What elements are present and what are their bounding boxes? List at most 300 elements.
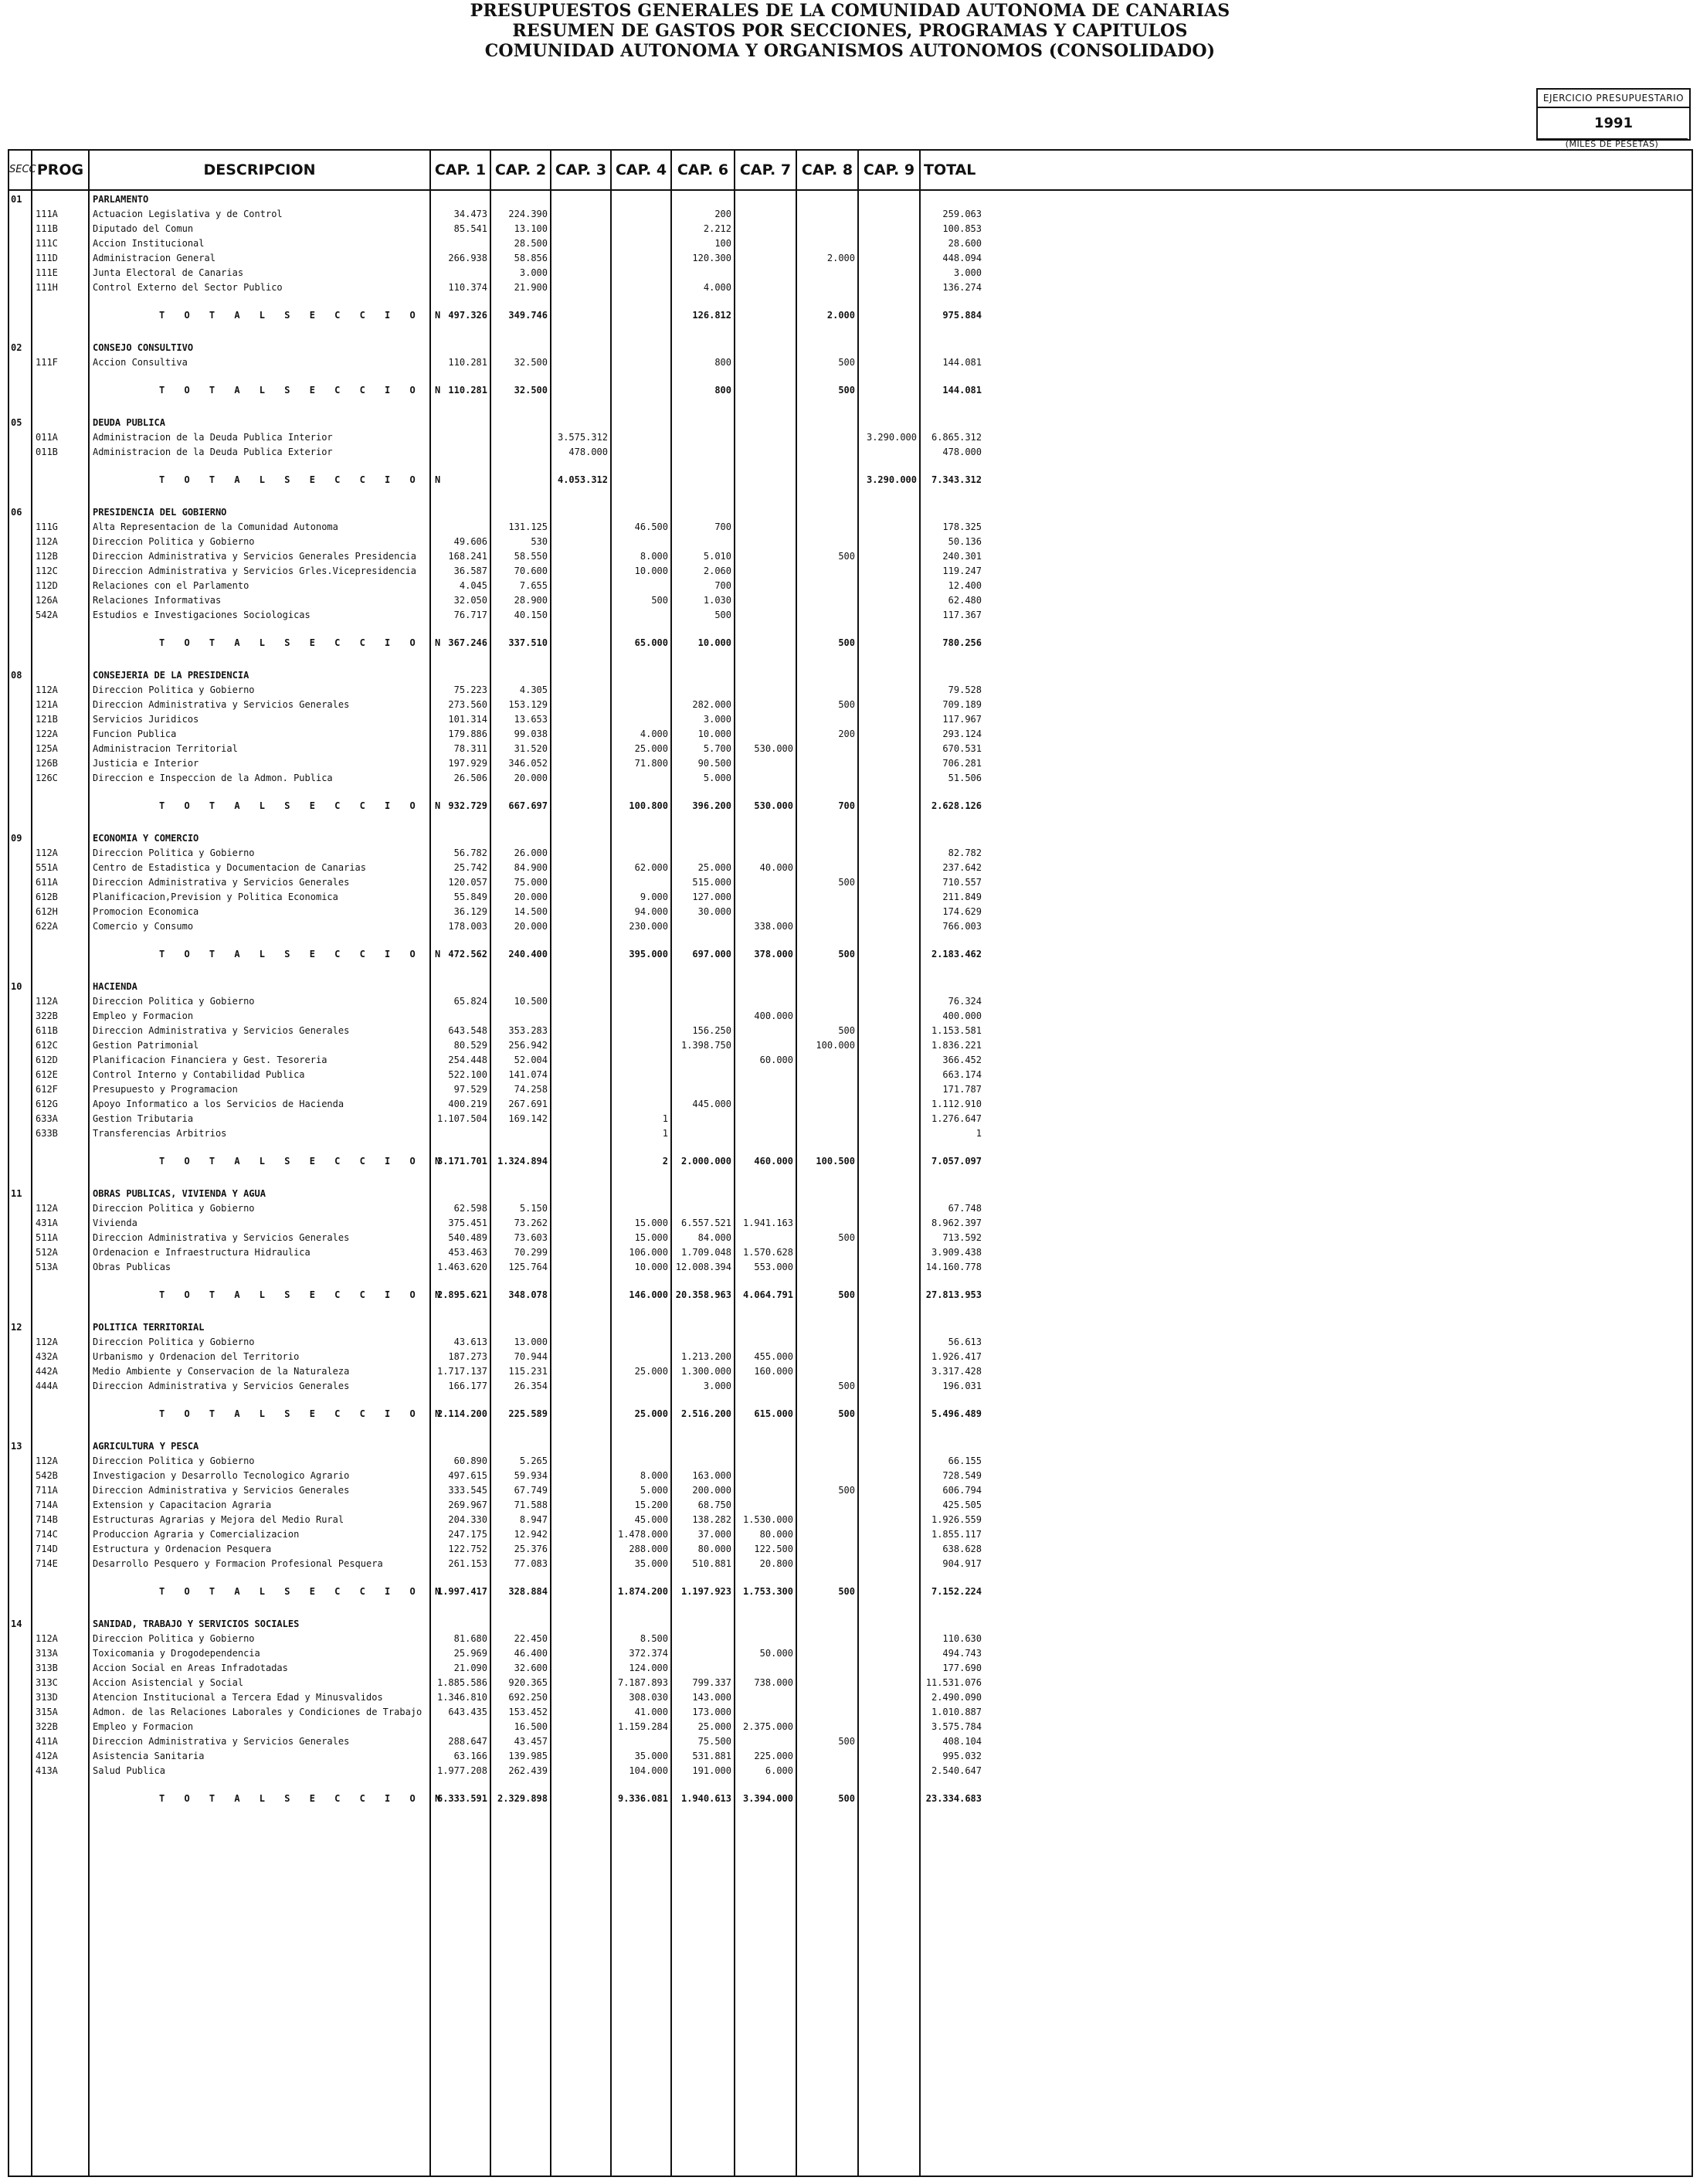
amount-cell bbox=[431, 1721, 490, 1732]
table-row bbox=[9, 1366, 1692, 1377]
table-row bbox=[9, 1203, 1692, 1214]
amount-cell bbox=[551, 1558, 610, 1569]
amount-cell bbox=[551, 877, 610, 888]
amount-cell: 1.398.750 bbox=[680, 1040, 731, 1051]
total-amount-cell: 3.171.701 bbox=[436, 1156, 487, 1167]
amount-cell bbox=[797, 595, 857, 606]
amount-cell: 408.104 bbox=[942, 1736, 982, 1747]
total-amount-cell: 2 bbox=[662, 1156, 668, 1167]
amount-cell: 230.000 bbox=[629, 921, 668, 932]
program-description: Investigacion y Desarrollo Tecnologico Agrario bbox=[93, 1470, 350, 1481]
amount-cell: 5.150 bbox=[519, 1203, 548, 1214]
amount-cell bbox=[551, 1040, 610, 1051]
amount-cell: 500 bbox=[838, 699, 855, 710]
amount-cell bbox=[735, 1633, 796, 1644]
amount-cell: 50.136 bbox=[948, 536, 982, 547]
section-total-label: T O T A L S E C C I O N bbox=[159, 310, 448, 321]
amount-cell bbox=[859, 1381, 919, 1391]
total-amount-cell bbox=[735, 310, 796, 321]
amount-cell bbox=[797, 1069, 857, 1080]
amount-cell: 31.520 bbox=[514, 743, 548, 754]
section-code: 06 bbox=[11, 507, 22, 518]
amount-cell: 1.478.000 bbox=[617, 1529, 668, 1540]
amount-cell: 692.250 bbox=[508, 1692, 548, 1703]
amount-cell bbox=[612, 1025, 670, 1036]
amount-cell bbox=[735, 758, 796, 769]
amount-cell: 1.010.887 bbox=[931, 1707, 982, 1717]
amount-cell: 1.977.208 bbox=[436, 1765, 487, 1776]
section-total-label: T O T A L S E C C I O N bbox=[159, 800, 448, 811]
program-description: Administracion Territorial bbox=[93, 743, 238, 754]
header-cap2: CAP. 2 bbox=[494, 161, 547, 178]
amount-cell: 62.000 bbox=[634, 862, 668, 873]
amount-cell: 35.000 bbox=[634, 1558, 668, 1569]
amount-cell bbox=[612, 1055, 670, 1065]
amount-cell bbox=[672, 996, 734, 1007]
program-description: Medio Ambiente y Conservacion de la Naturaleza bbox=[93, 1366, 350, 1377]
total-amount-cell: 6.333.591 bbox=[436, 1793, 487, 1804]
amount-cell bbox=[859, 743, 919, 754]
amount-cell: 500 bbox=[838, 1381, 855, 1391]
section-heading-row bbox=[9, 1322, 1692, 1333]
table-row bbox=[9, 714, 1692, 725]
amount-cell bbox=[551, 1500, 610, 1510]
amount-cell: 115.231 bbox=[508, 1366, 548, 1377]
amount-cell: 40.150 bbox=[514, 610, 548, 620]
amount-cell bbox=[672, 1455, 734, 1466]
program-description: Apoyo Informatico a los Servicios de Hacienda bbox=[93, 1099, 344, 1109]
amount-cell: 58.856 bbox=[514, 253, 548, 263]
amount-cell: 1.855.117 bbox=[931, 1529, 982, 1540]
table-row bbox=[9, 447, 1692, 457]
section-total-label: T O T A L S E C C I O N bbox=[159, 1586, 448, 1597]
amount-cell: 1.530.000 bbox=[742, 1514, 793, 1525]
amount-cell bbox=[735, 1069, 796, 1080]
amount-cell: 156.250 bbox=[692, 1025, 731, 1036]
amount-cell bbox=[551, 1721, 610, 1732]
amount-cell: 1 bbox=[662, 1128, 668, 1139]
amount-cell bbox=[859, 1765, 919, 1776]
amount-cell: 282.000 bbox=[692, 699, 731, 710]
section-total-row bbox=[9, 1793, 1692, 1804]
program-code: 542B bbox=[36, 1470, 58, 1481]
program-code: 542A bbox=[36, 610, 58, 620]
table-row bbox=[9, 1736, 1692, 1747]
table-row bbox=[9, 729, 1692, 739]
total-amount-cell bbox=[551, 800, 610, 811]
amount-cell bbox=[859, 862, 919, 873]
amount-cell: 2.212 bbox=[703, 223, 731, 234]
amount-cell bbox=[551, 921, 610, 932]
section-total-row bbox=[9, 949, 1692, 960]
amount-cell: 32.050 bbox=[453, 595, 487, 606]
amount-cell: 2.060 bbox=[703, 566, 731, 576]
program-description: Control Externo del Sector Publico bbox=[93, 282, 283, 293]
amount-cell bbox=[672, 1203, 734, 1214]
amount-cell bbox=[859, 536, 919, 547]
amount-cell: 36.129 bbox=[453, 906, 487, 917]
amount-cell: 80.529 bbox=[453, 1040, 487, 1051]
amount-cell: 293.124 bbox=[942, 729, 982, 739]
amount-cell bbox=[797, 743, 857, 754]
table-row bbox=[9, 1558, 1692, 1569]
amount-cell bbox=[859, 847, 919, 858]
amount-cell: 10.500 bbox=[514, 996, 548, 1007]
program-code: 121B bbox=[36, 714, 58, 725]
amount-cell bbox=[797, 1558, 857, 1569]
amount-cell bbox=[859, 1351, 919, 1362]
amount-cell: 346.052 bbox=[508, 758, 548, 769]
section-heading-row bbox=[9, 507, 1692, 518]
amount-cell: 1 bbox=[662, 1113, 668, 1124]
amount-cell bbox=[735, 1381, 796, 1391]
amount-cell bbox=[859, 1751, 919, 1761]
amount-cell bbox=[859, 1262, 919, 1272]
amount-cell: 224.390 bbox=[508, 209, 548, 219]
amount-cell bbox=[551, 892, 610, 902]
amount-cell bbox=[859, 595, 919, 606]
program-description: Accion Social en Areas Infradotadas bbox=[93, 1663, 288, 1673]
amount-cell bbox=[735, 566, 796, 576]
amount-cell: 80.000 bbox=[697, 1544, 731, 1554]
amount-cell: 4.305 bbox=[519, 684, 548, 695]
program-code: 412A bbox=[36, 1751, 58, 1761]
amount-cell bbox=[735, 209, 796, 219]
amount-cell bbox=[735, 1025, 796, 1036]
amount-cell: 7.187.893 bbox=[617, 1677, 668, 1688]
table-row bbox=[9, 1010, 1692, 1021]
total-amount-cell: 2.000 bbox=[826, 310, 855, 321]
amount-cell: 5.700 bbox=[703, 743, 731, 754]
section-name: POLITICA TERRITORIAL bbox=[93, 1322, 205, 1333]
amount-cell bbox=[612, 432, 670, 443]
total-amount-cell bbox=[551, 1289, 610, 1300]
section-heading-row bbox=[9, 1441, 1692, 1452]
program-code: 112A bbox=[36, 536, 58, 547]
amount-cell: 766.003 bbox=[942, 921, 982, 932]
program-description: Direccion Politica y Gobierno bbox=[93, 1337, 255, 1347]
fiscal-year-value: 1991 bbox=[1593, 115, 1634, 131]
amount-cell bbox=[735, 357, 796, 368]
amount-cell: 97.529 bbox=[453, 1084, 487, 1095]
program-description: Direccion Administrativa y Servicios Generales bbox=[93, 1025, 350, 1036]
amount-cell bbox=[672, 1337, 734, 1347]
amount-cell: 478.000 bbox=[568, 447, 608, 457]
amount-cell bbox=[612, 357, 670, 368]
amount-cell: 10.000 bbox=[634, 1262, 668, 1272]
program-code: 432A bbox=[36, 1351, 58, 1362]
program-code: 313D bbox=[36, 1692, 58, 1703]
amount-cell bbox=[735, 223, 796, 234]
program-code: 112A bbox=[36, 1337, 58, 1347]
amount-cell bbox=[431, 1010, 490, 1021]
amount-cell: 333.545 bbox=[448, 1485, 487, 1496]
amount-cell bbox=[491, 432, 550, 443]
amount-cell: 3.000 bbox=[953, 267, 982, 278]
amount-cell bbox=[551, 1529, 610, 1540]
amount-cell: 8.000 bbox=[640, 551, 668, 562]
amount-cell bbox=[859, 1514, 919, 1525]
amount-cell bbox=[612, 1337, 670, 1347]
amount-cell: 1.926.559 bbox=[931, 1514, 982, 1525]
total-amount-cell: 225.589 bbox=[508, 1408, 548, 1419]
program-description: Direccion Administrativa y Servicios Generales bbox=[93, 1381, 350, 1391]
total-amount-cell: 530.000 bbox=[754, 800, 793, 811]
amount-cell: 62.598 bbox=[453, 1203, 487, 1214]
amount-cell: 25.000 bbox=[634, 1366, 668, 1377]
amount-cell: 494.743 bbox=[942, 1648, 982, 1659]
amount-cell: 497.615 bbox=[448, 1470, 487, 1481]
amount-cell: 288.647 bbox=[448, 1736, 487, 1747]
amount-cell: 75.223 bbox=[453, 684, 487, 695]
total-amount-cell bbox=[672, 474, 734, 485]
table-row bbox=[9, 1055, 1692, 1065]
total-amount-cell: 2.000.000 bbox=[680, 1156, 731, 1167]
amount-cell bbox=[551, 1084, 610, 1095]
amount-cell bbox=[797, 1544, 857, 1554]
amount-cell bbox=[551, 1262, 610, 1272]
amount-cell bbox=[735, 1455, 796, 1466]
amount-cell: 12.942 bbox=[514, 1529, 548, 1540]
header-cap6: CAP. 6 bbox=[677, 161, 729, 178]
header-section: SECC bbox=[9, 164, 36, 175]
total-amount-cell: 500 bbox=[838, 637, 855, 648]
amount-cell: 1.030 bbox=[703, 595, 731, 606]
table-row bbox=[9, 1544, 1692, 1554]
amount-cell bbox=[551, 1633, 610, 1644]
amount-cell: 738.000 bbox=[754, 1677, 793, 1688]
amount-cell: 728.549 bbox=[942, 1470, 982, 1481]
amount-cell bbox=[551, 773, 610, 783]
amount-cell bbox=[735, 282, 796, 293]
table-row bbox=[9, 1247, 1692, 1258]
amount-cell: 84.000 bbox=[697, 1232, 731, 1243]
total-amount-cell: 4.053.312 bbox=[557, 474, 608, 485]
total-amount-cell bbox=[859, 1289, 919, 1300]
amount-cell: 372.374 bbox=[629, 1648, 668, 1659]
amount-cell: 20.000 bbox=[514, 773, 548, 783]
total-amount-cell: 337.510 bbox=[508, 637, 548, 648]
amount-cell: 254.448 bbox=[448, 1055, 487, 1065]
program-description: Accion Asistencial y Social bbox=[93, 1677, 244, 1688]
amount-cell: 71.800 bbox=[634, 758, 668, 769]
amount-cell bbox=[551, 1055, 610, 1065]
table-row bbox=[9, 1232, 1692, 1243]
amount-cell bbox=[859, 1203, 919, 1214]
program-code: 714D bbox=[36, 1544, 58, 1554]
total-amount-cell: 3.394.000 bbox=[742, 1793, 793, 1804]
section-heading-row bbox=[9, 981, 1692, 992]
amount-cell bbox=[612, 1351, 670, 1362]
section-heading-row bbox=[9, 342, 1692, 353]
program-description: Junta Electoral de Canarias bbox=[93, 267, 244, 278]
table-row bbox=[9, 1648, 1692, 1659]
total-amount-cell: 146.000 bbox=[629, 1289, 668, 1300]
amount-cell bbox=[859, 1084, 919, 1095]
amount-cell bbox=[551, 521, 610, 532]
amount-cell bbox=[859, 906, 919, 917]
amount-cell: 51.506 bbox=[948, 773, 982, 783]
amount-cell: 400.000 bbox=[942, 1010, 982, 1021]
amount-cell: 5.010 bbox=[703, 551, 731, 562]
section-code: 05 bbox=[11, 417, 22, 428]
total-amount-cell: 500 bbox=[838, 949, 855, 960]
total-amount-cell: 780.256 bbox=[942, 637, 982, 648]
section-total-row bbox=[9, 310, 1692, 321]
amount-cell bbox=[859, 758, 919, 769]
amount-cell: 515.000 bbox=[692, 877, 731, 888]
amount-cell: 366.452 bbox=[942, 1055, 982, 1065]
table-row bbox=[9, 1677, 1692, 1688]
amount-cell: 122.500 bbox=[754, 1544, 793, 1554]
amount-cell: 445.000 bbox=[692, 1099, 731, 1109]
total-amount-cell: 20.358.963 bbox=[675, 1289, 731, 1300]
total-amount-cell bbox=[612, 385, 670, 396]
amount-cell: 12.400 bbox=[948, 580, 982, 591]
program-description: Direccion e Inspeccion de la Admon. Publica bbox=[93, 773, 333, 783]
amount-cell bbox=[431, 521, 490, 532]
section-name: OBRAS PUBLICAS, VIVIENDA Y AGUA bbox=[93, 1188, 266, 1199]
amount-cell bbox=[551, 1514, 610, 1525]
amount-cell bbox=[735, 892, 796, 902]
amount-cell: 1.570.628 bbox=[742, 1247, 793, 1258]
amount-cell: 58.550 bbox=[514, 551, 548, 562]
amount-cell bbox=[859, 1677, 919, 1688]
amount-cell: 713.592 bbox=[942, 1232, 982, 1243]
total-amount-cell: 2.329.898 bbox=[497, 1793, 548, 1804]
amount-cell: 9.000 bbox=[640, 892, 668, 902]
amount-cell: 178.325 bbox=[942, 521, 982, 532]
amount-cell bbox=[797, 1366, 857, 1377]
total-amount-cell: 472.562 bbox=[448, 949, 487, 960]
amount-cell: 1.346.810 bbox=[436, 1692, 487, 1703]
program-description: Produccion Agraria y Comercializacion bbox=[93, 1529, 300, 1540]
amount-cell: 36.587 bbox=[453, 566, 487, 576]
table-row bbox=[9, 1099, 1692, 1109]
amount-cell bbox=[797, 1765, 857, 1776]
total-amount-cell: 2.628.126 bbox=[931, 800, 982, 811]
section-total-row bbox=[9, 1156, 1692, 1167]
amount-cell bbox=[672, 267, 734, 278]
amount-cell bbox=[859, 892, 919, 902]
amount-cell bbox=[859, 1558, 919, 1569]
amount-cell bbox=[797, 267, 857, 278]
total-amount-cell: 23.334.683 bbox=[925, 1793, 982, 1804]
amount-cell bbox=[797, 282, 857, 293]
total-amount-cell: 367.246 bbox=[448, 637, 487, 648]
amount-cell bbox=[797, 238, 857, 249]
amount-cell: 2.540.647 bbox=[931, 1765, 982, 1776]
amount-cell: 139.985 bbox=[508, 1751, 548, 1761]
total-amount-cell: 2.516.200 bbox=[680, 1408, 731, 1419]
section-total-row bbox=[9, 637, 1692, 648]
amount-cell bbox=[612, 238, 670, 249]
amount-cell: 197.929 bbox=[448, 758, 487, 769]
amount-cell bbox=[551, 1677, 610, 1688]
amount-cell: 25.000 bbox=[634, 743, 668, 754]
program-description: Relaciones con el Parlamento bbox=[93, 580, 249, 591]
amount-cell bbox=[551, 1455, 610, 1466]
amount-cell bbox=[551, 595, 610, 606]
amount-cell bbox=[797, 773, 857, 783]
amount-cell: 136.274 bbox=[942, 282, 982, 293]
section-total-label: T O T A L S E C C I O N bbox=[159, 1289, 448, 1300]
amount-cell bbox=[797, 223, 857, 234]
program-description: Atencion Institucional a Tercera Edad y Minusvalidos bbox=[93, 1692, 383, 1703]
amount-cell bbox=[735, 877, 796, 888]
amount-cell: 5.265 bbox=[519, 1455, 548, 1466]
amount-cell: 273.560 bbox=[448, 699, 487, 710]
amount-cell: 117.967 bbox=[942, 714, 982, 725]
amount-cell bbox=[859, 1055, 919, 1065]
amount-cell bbox=[431, 432, 490, 443]
amount-cell bbox=[797, 1648, 857, 1659]
total-amount-cell: 500 bbox=[838, 1289, 855, 1300]
amount-cell: 125.764 bbox=[508, 1262, 548, 1272]
amount-cell bbox=[859, 1010, 919, 1021]
amount-cell bbox=[735, 1084, 796, 1095]
program-code: 431A bbox=[36, 1218, 58, 1228]
amount-cell bbox=[797, 610, 857, 620]
program-description: Admon. de las Relaciones Laborales y Condiciones de Trabajo bbox=[93, 1707, 422, 1717]
program-code: 111E bbox=[36, 267, 58, 278]
total-amount-cell: 395.000 bbox=[629, 949, 668, 960]
total-amount-cell: 1.940.613 bbox=[680, 1793, 731, 1804]
amount-cell: 1.107.504 bbox=[436, 1113, 487, 1124]
program-code: 714A bbox=[36, 1500, 58, 1510]
section-name: ECONOMIA Y COMERCIO bbox=[93, 833, 199, 844]
total-amount-cell: 126.812 bbox=[692, 310, 731, 321]
amount-cell bbox=[735, 714, 796, 725]
program-description: Obras Publicas bbox=[93, 1262, 171, 1272]
amount-cell bbox=[672, 684, 734, 695]
total-amount-cell bbox=[551, 1408, 610, 1419]
table-row bbox=[9, 253, 1692, 263]
program-description: Direccion Politica y Gobierno bbox=[93, 847, 255, 858]
amount-cell bbox=[735, 1707, 796, 1717]
amount-cell: 259.063 bbox=[942, 209, 982, 219]
section-total-label: T O T A L S E C C I O N bbox=[159, 474, 448, 485]
amount-cell bbox=[797, 209, 857, 219]
amount-cell: 25.969 bbox=[453, 1648, 487, 1659]
amount-cell: 7.655 bbox=[519, 580, 548, 591]
amount-cell: 117.367 bbox=[942, 610, 982, 620]
amount-cell: 531.881 bbox=[692, 1751, 731, 1761]
fiscal-year-label: EJERCICIO PRESUPUESTARIO bbox=[1538, 90, 1689, 108]
total-amount-cell: 349.746 bbox=[508, 310, 548, 321]
program-code: 442A bbox=[36, 1366, 58, 1377]
program-code: 313C bbox=[36, 1677, 58, 1688]
total-amount-cell bbox=[859, 1793, 919, 1804]
amount-cell: 70.944 bbox=[514, 1351, 548, 1362]
total-amount-cell: 32.500 bbox=[514, 385, 548, 396]
amount-cell bbox=[859, 921, 919, 932]
header-prog: PROG bbox=[36, 161, 84, 178]
amount-cell: 76.324 bbox=[948, 996, 982, 1007]
amount-cell: 20.800 bbox=[759, 1558, 793, 1569]
amount-cell bbox=[551, 699, 610, 710]
amount-cell: 308.030 bbox=[629, 1692, 668, 1703]
amount-cell: 110.630 bbox=[942, 1633, 982, 1644]
amount-cell: 267.691 bbox=[508, 1099, 548, 1109]
amount-cell bbox=[551, 580, 610, 591]
amount-cell bbox=[859, 1648, 919, 1659]
table-row bbox=[9, 1040, 1692, 1051]
total-amount-cell: 1.874.200 bbox=[617, 1586, 668, 1597]
amount-cell: 400.219 bbox=[448, 1099, 487, 1109]
amount-cell bbox=[612, 536, 670, 547]
amount-cell bbox=[551, 729, 610, 739]
